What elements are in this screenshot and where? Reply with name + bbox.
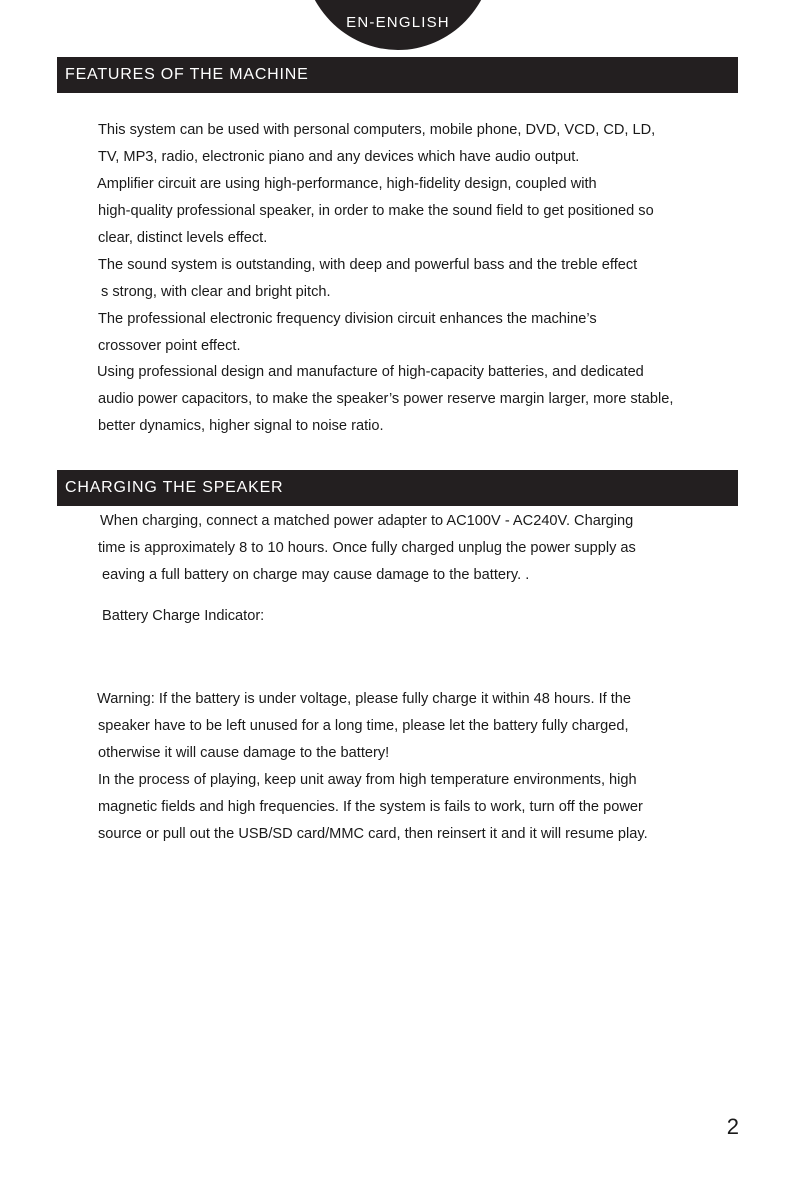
warning-line: Warning: If the battery is under voltage, please fully charge it within 48 hours. If the (97, 691, 632, 707)
features-line: The professional electronic frequency division circuit enhances the machine’s (98, 311, 597, 327)
charging-line: eaving a full battery on charge may cause damage to the battery. . (102, 567, 530, 583)
language-tab-label: EN-ENGLISH (346, 14, 450, 31)
charging-line: When charging, connect a matched power adapter to AC100V - AC240V. Charging (100, 513, 634, 529)
features-line: better dynamics, higher signal to noise ratio. (98, 418, 384, 434)
features-line: clear, distinct levels effect. (98, 230, 268, 246)
page-number: 2 (726, 1114, 739, 1139)
features-heading: FEATURES OF THE MACHINE (57, 57, 738, 93)
features-line: This system can be used with personal computers, mobile phone, DVD, VCD, CD, LD, (98, 122, 656, 138)
features-line: crossover point effect. (98, 338, 241, 354)
features-line: s strong, with clear and bright pitch. (101, 284, 331, 300)
battery-indicator-label: Battery Charge Indicator: (102, 608, 265, 624)
warning-line: In the process of playing, keep unit away from high temperature environments, high (98, 772, 637, 788)
features-line: TV, MP3, radio, electronic piano and any devices which have audio output. (98, 149, 580, 165)
warning-line: magnetic fields and high frequencies. If the system is fails to work, turn off the power (98, 799, 643, 815)
charging-heading: CHARGING THE SPEAKER (57, 470, 738, 506)
features-line: high-quality professional speaker, in order to make the sound field to get positioned so (98, 203, 654, 219)
charging-line: time is approximately 8 to 10 hours. Once fully charged unplug the power supply as (98, 540, 636, 556)
features-line: Using professional design and manufacture of high-capacity batteries, and dedicated (97, 364, 644, 380)
warning-line: speaker have to be left unused for a long time, please let the battery fully charged, (98, 718, 629, 734)
features-line: The sound system is outstanding, with deep and powerful bass and the treble effect (98, 257, 638, 273)
warning-line: source or pull out the USB/SD card/MMC card, then reinsert it and it will resume play. (98, 826, 648, 842)
features-line: Amplifier circuit are using high-performance, high-fidelity design, coupled with (97, 176, 597, 192)
warning-line: otherwise it will cause damage to the battery! (98, 745, 390, 761)
features-line: audio power capacitors, to make the speaker’s power reserve margin larger, more stable, (98, 391, 674, 407)
